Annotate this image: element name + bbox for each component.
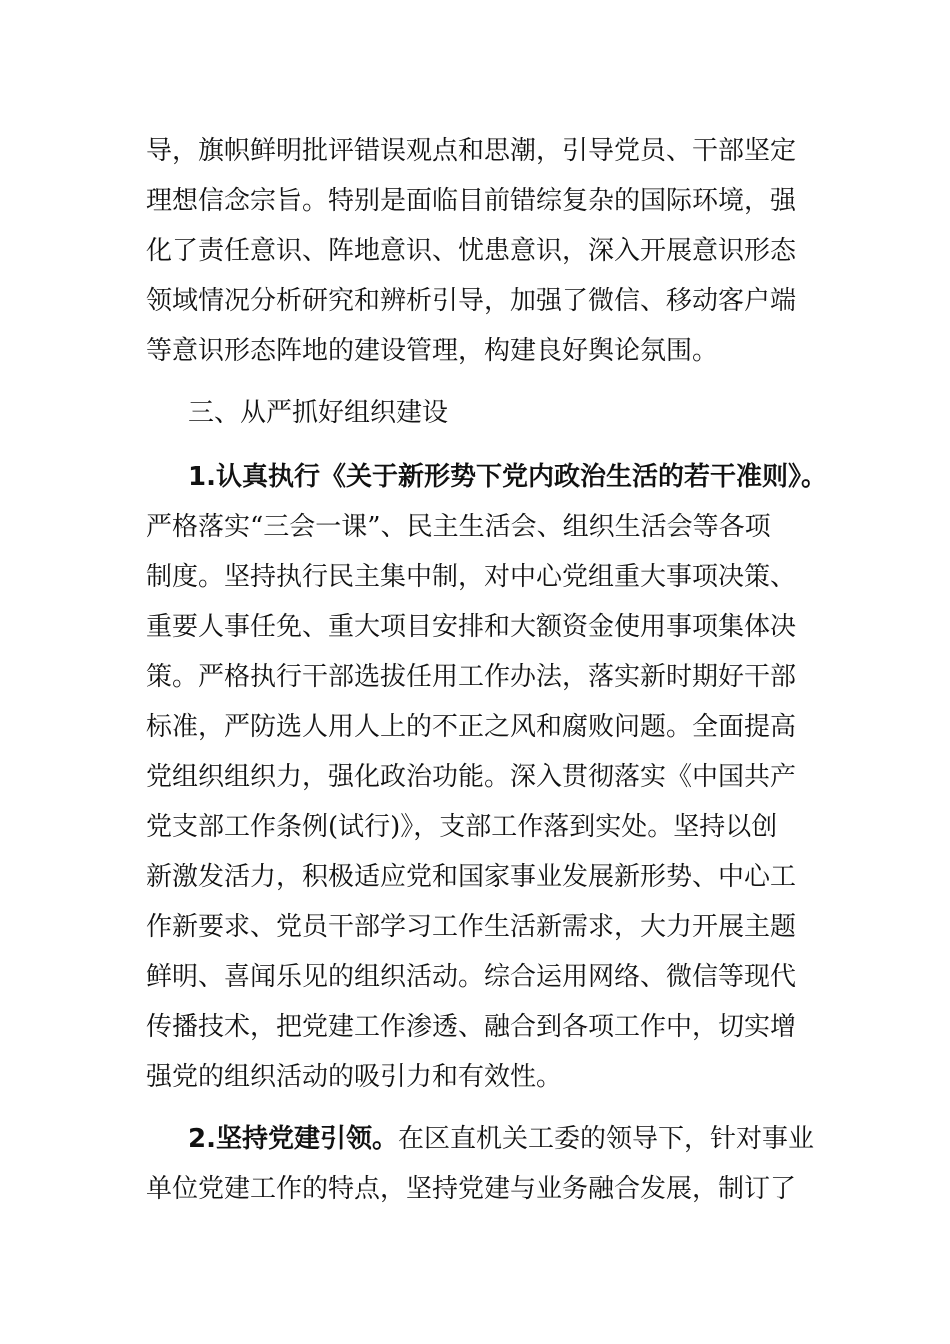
paragraph-line: 党支部工作条例(试行)》，支部工作落到实处。坚持以创 xyxy=(146,812,778,842)
paragraph-line: 重要人事任免、重大项目安排和大额资金使用事项集体决 xyxy=(146,612,797,642)
item-2-first-line-text: 在区直机关工委的领导下，针对事业 xyxy=(397,1124,814,1154)
section-heading: 三、从严抓好组织建设 xyxy=(188,398,449,428)
paragraph-line: 等意识形态阵地的建设管理，构建良好舆论氛围。 xyxy=(146,336,719,366)
item-2-title: 2.坚持党建引领。 xyxy=(188,1124,398,1154)
paragraph-line: 导，旗帜鲜明批评错误观点和思潮，引导党员、干部坚定 xyxy=(146,136,797,166)
paragraph-line: 新激发活力，积极适应党和国家事业发展新形势、中心工 xyxy=(146,862,797,892)
paragraph-line: 领域情况分析研究和辨析引导，加强了微信、移动客户端 xyxy=(146,286,797,316)
item-1-title: 1.认真执行《关于新形势下党内政治生活的若干准则》。 xyxy=(188,462,827,492)
paragraph-line: 化了责任意识、阵地意识、忧患意识，深入开展意识形态 xyxy=(146,236,797,266)
paragraph-line: 传播技术，把党建工作渗透、融合到各项工作中，切实增 xyxy=(146,1012,797,1042)
paragraph-line: 制度。坚持执行民主集中制，对中心党组重大事项决策、 xyxy=(146,562,797,592)
paragraph-line: 鲜明、喜闻乐见的组织活动。综合运用网络、微信等现代 xyxy=(146,962,797,992)
item-2-first-line xyxy=(188,1119,868,1159)
paragraph-line: 作新要求、党员干部学习工作生活新需求，大力开展主题 xyxy=(146,912,797,942)
paragraph-line: 单位党建工作的特点，坚持党建与业务融合发展，制订了 xyxy=(146,1174,797,1204)
paragraph-line: 严格落实“三会一课”、民主生活会、组织生活会等各项 xyxy=(146,512,771,542)
paragraph-line: 策。严格执行干部选拔任用工作办法，落实新时期好干部 xyxy=(146,662,797,692)
paragraph-line: 理想信念宗旨。特别是面临目前错综复杂的国际环境，强 xyxy=(146,186,797,216)
paragraph-line: 党组织组织力，强化政治功能。深入贯彻落实《中国共产 xyxy=(146,762,797,792)
paragraph-line: 标准，严防选人用人上的不正之风和腐败问题。全面提高 xyxy=(146,712,797,742)
paragraph-line: 强党的组织活动的吸引力和有效性。 xyxy=(146,1062,563,1092)
